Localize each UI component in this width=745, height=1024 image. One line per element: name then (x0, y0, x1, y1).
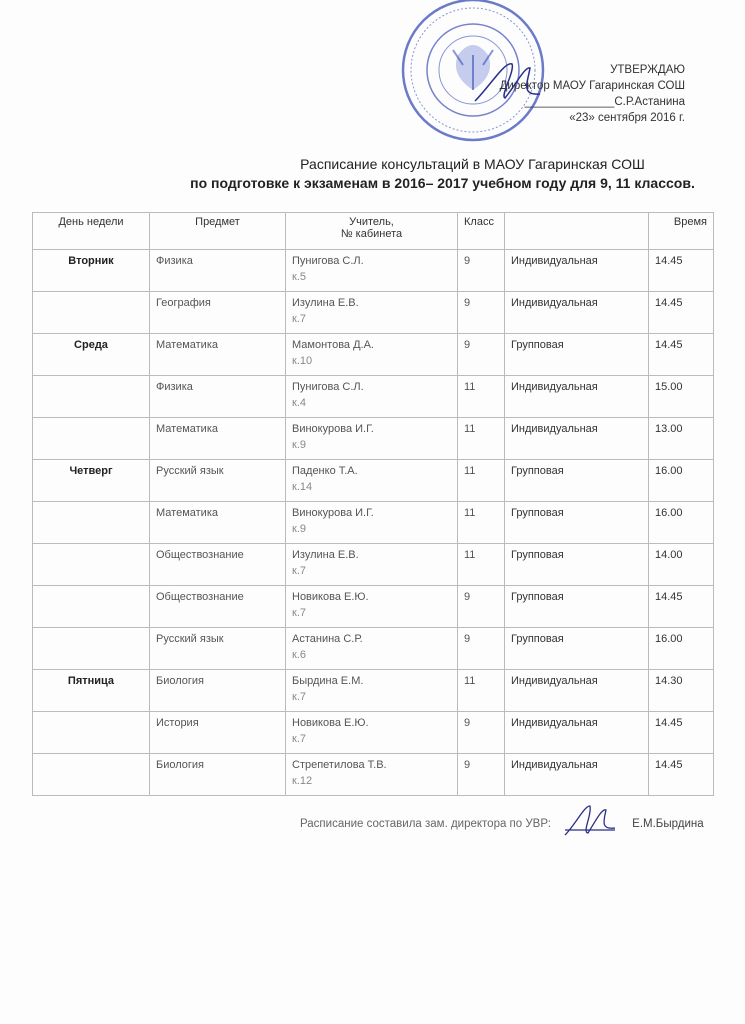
cell-form: Индивидуальная (505, 250, 649, 292)
cell-time: 16.00 (649, 628, 714, 670)
cell-class: 11 (458, 502, 505, 544)
cell-class: 11 (458, 460, 505, 502)
cell-subject: Обществознание (150, 586, 286, 628)
table-row (33, 292, 714, 334)
table-row (33, 544, 714, 586)
table-row (33, 418, 714, 460)
approval-name: ______________С.Р.Астанина (524, 96, 685, 108)
director-signature (470, 56, 550, 106)
cell-form: Групповая (505, 586, 649, 628)
table-row (33, 712, 714, 754)
cell-time: 14.00 (649, 544, 714, 586)
teacher-name: Мамонтова Д.А. (292, 339, 374, 351)
cell-time: 14.30 (649, 670, 714, 712)
cell-teacher (286, 754, 458, 796)
cell-class: 9 (458, 334, 505, 376)
cell-subject: История (150, 712, 286, 754)
cell-subject: Математика (150, 502, 286, 544)
cell-day: Вторник (33, 250, 150, 292)
header-class: Класс (458, 213, 505, 250)
cell-day (33, 418, 150, 460)
cell-time: 14.45 (649, 712, 714, 754)
teacher-name: Пунигова С.Л. (292, 381, 364, 393)
table-row (33, 460, 714, 502)
cell-teacher (286, 628, 458, 670)
cell-class: 9 (458, 712, 505, 754)
cell-day (33, 628, 150, 670)
table-header (33, 213, 714, 250)
room-number: к.9 (292, 439, 306, 451)
cell-teacher (286, 544, 458, 586)
cell-time: 13.00 (649, 418, 714, 460)
table-row (33, 628, 714, 670)
table-row (33, 754, 714, 796)
room-number: к.7 (292, 313, 306, 325)
cell-class: 11 (458, 670, 505, 712)
header-subject: Предмет (150, 213, 286, 250)
cell-teacher (286, 586, 458, 628)
cell-form: Групповая (505, 502, 649, 544)
teacher-name: Новикова Е.Ю. (292, 717, 369, 729)
teacher-name: Бырдина Е.М. (292, 675, 364, 687)
room-number: к.5 (292, 271, 306, 283)
header-form (505, 213, 649, 250)
cell-class: 9 (458, 628, 505, 670)
table-row (33, 250, 714, 292)
cell-teacher (286, 460, 458, 502)
table-row (33, 376, 714, 418)
schedule-table (32, 212, 714, 796)
cell-day (33, 712, 150, 754)
cell-time: 16.00 (649, 502, 714, 544)
room-number: к.7 (292, 565, 306, 577)
cell-form: Групповая (505, 544, 649, 586)
table-row (33, 334, 714, 376)
cell-subject: Обществознание (150, 544, 286, 586)
cell-form: Индивидуальная (505, 418, 649, 460)
cell-form: Индивидуальная (505, 376, 649, 418)
cell-teacher (286, 292, 458, 334)
cell-teacher (286, 418, 458, 460)
table-row (33, 670, 714, 712)
cell-subject: Математика (150, 334, 286, 376)
cell-class: 11 (458, 544, 505, 586)
header-day: День недели (33, 213, 150, 250)
table-row (33, 502, 714, 544)
table-row (33, 586, 714, 628)
cell-time: 14.45 (649, 334, 714, 376)
cell-teacher (286, 502, 458, 544)
cell-teacher (286, 250, 458, 292)
cell-time: 14.45 (649, 754, 714, 796)
cell-subject: Физика (150, 376, 286, 418)
cell-form: Индивидуальная (505, 712, 649, 754)
cell-class: 11 (458, 376, 505, 418)
cell-teacher (286, 334, 458, 376)
header-time: Время (649, 213, 714, 250)
teacher-name: Паденко Т.А. (292, 465, 358, 477)
footer-text: Расписание составила зам. директора по УВР: (300, 818, 551, 830)
cell-form: Групповая (505, 334, 649, 376)
title-line-1: Расписание консультаций в МАОУ Гагаринская СОШ (300, 156, 645, 172)
deputy-signature (560, 800, 620, 840)
cell-time: 16.00 (649, 460, 714, 502)
cell-day: Четверг (33, 460, 150, 502)
teacher-name: Изулина Е.В. (292, 297, 359, 309)
cell-subject: Математика (150, 418, 286, 460)
cell-subject: Физика (150, 250, 286, 292)
cell-day: Среда (33, 334, 150, 376)
cell-form: Индивидуальная (505, 292, 649, 334)
footer-name: Е.М.Бырдина (632, 818, 704, 830)
room-number: к.12 (292, 775, 313, 787)
title-line-2: по подготовке к экзаменам в 2016– 2017 учебном году для 9, 11 классов. (190, 175, 695, 191)
cell-class: 9 (458, 754, 505, 796)
room-number: к.9 (292, 523, 306, 535)
cell-form: Индивидуальная (505, 670, 649, 712)
cell-class: 9 (458, 586, 505, 628)
cell-form: Групповая (505, 628, 649, 670)
cell-class: 9 (458, 292, 505, 334)
teacher-name: Винокурова И.Г. (292, 423, 374, 435)
cell-day (33, 376, 150, 418)
header-teacher: Учитель, № кабинета (286, 213, 458, 250)
teacher-name: Изулина Е.В. (292, 549, 359, 561)
cell-time: 15.00 (649, 376, 714, 418)
cell-time: 14.45 (649, 250, 714, 292)
document-title (0, 155, 745, 193)
cell-teacher (286, 712, 458, 754)
room-number: к.4 (292, 397, 306, 409)
cell-day (33, 544, 150, 586)
cell-day (33, 292, 150, 334)
room-number: к.7 (292, 733, 306, 745)
cell-class: 9 (458, 250, 505, 292)
cell-day (33, 586, 150, 628)
room-number: к.7 (292, 607, 306, 619)
teacher-name: Новикова Е.Ю. (292, 591, 369, 603)
cell-day: Пятница (33, 670, 150, 712)
approval-date: «23» сентября 2016 г. (569, 112, 685, 124)
cell-subject: Русский язык (150, 628, 286, 670)
teacher-name: Пунигова С.Л. (292, 255, 364, 267)
cell-day (33, 754, 150, 796)
cell-subject: Биология (150, 670, 286, 712)
cell-form: Индивидуальная (505, 754, 649, 796)
cell-time: 14.45 (649, 292, 714, 334)
cell-day (33, 502, 150, 544)
footer-note (300, 818, 704, 830)
cell-form: Групповая (505, 460, 649, 502)
room-number: к.14 (292, 481, 313, 493)
teacher-name: Астанина С.Р. (292, 633, 363, 645)
teacher-name: Стрепетилова Т.В. (292, 759, 387, 771)
cell-subject: Биология (150, 754, 286, 796)
approval-heading: УТВЕРЖДАЮ (610, 64, 685, 76)
approval-position: Директор МАОУ Гагаринская СОШ (499, 80, 685, 92)
cell-subject: География (150, 292, 286, 334)
cell-time: 14.45 (649, 586, 714, 628)
cell-teacher (286, 376, 458, 418)
cell-teacher (286, 670, 458, 712)
cell-subject: Русский язык (150, 460, 286, 502)
room-number: к.6 (292, 649, 306, 661)
room-number: к.7 (292, 691, 306, 703)
teacher-name: Винокурова И.Г. (292, 507, 374, 519)
cell-class: 11 (458, 418, 505, 460)
room-number: к.10 (292, 355, 313, 367)
